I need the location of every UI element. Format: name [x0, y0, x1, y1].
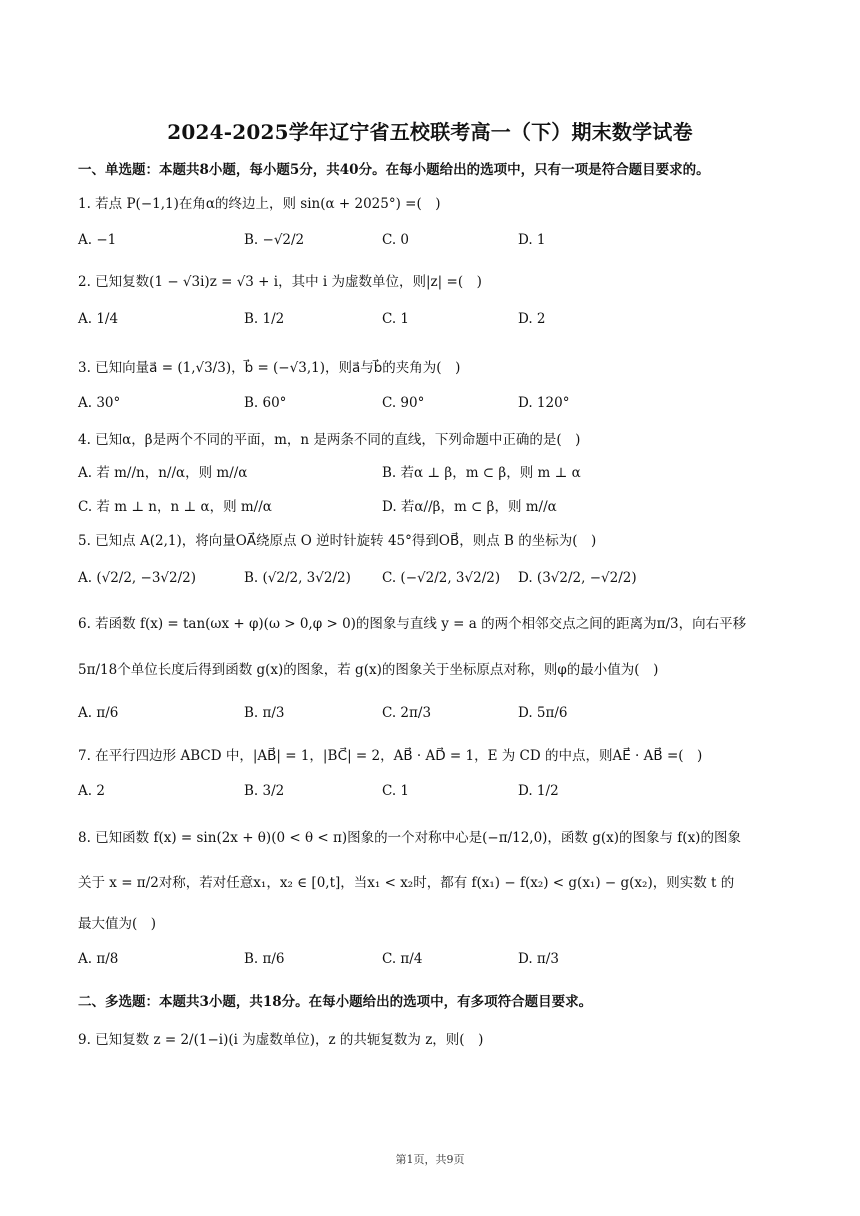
question-4-option-d: D. 若α//β，m ⊂ β，则 m//α	[382, 499, 557, 515]
question-4-option-b: B. 若α ⊥ β，m ⊂ β，则 m ⊥ α	[382, 465, 581, 481]
question-3-option-b: B. 60°	[244, 395, 287, 411]
question-1-option-b: B. −√2/2	[244, 232, 305, 248]
question-8-line-3: 最大值为( )	[78, 916, 157, 932]
question-4-option-a: A. 若 m//n，n//α，则 m//α	[78, 465, 248, 481]
question-8-option-d: D. π/3	[518, 951, 559, 967]
question-7-stem: 7. 在平行四边形 ABCD 中，|AB⃗| = 1，|BC⃗| = 2，AB⃗ · AD⃗ = 1，E 为 CD 的中点，则AE⃗ · AB⃗ =( )	[78, 748, 703, 764]
question-3-option-d: D. 120°	[518, 395, 570, 411]
question-8-line-2: 关于 x = π/2对称，若对任意x₁，x₂ ∈ [0,t]，当x₁ < x₂时，都有 f(x₁) − f(x₂) < g(x₁) − g(x₂)，则实数 t 的	[78, 875, 735, 891]
page-footer: 第1页，共9页	[395, 1153, 465, 1166]
question-4-option-c: C. 若 m ⊥ n，n ⊥ α，则 m//α	[78, 499, 272, 515]
section-heading-single-choice: 一、单选题：本题共8小题，每小题5分，共40分。在每小题给出的选项中，只有一项是符合题目要求的。	[78, 162, 710, 178]
question-6-option-a: A. π/6	[78, 705, 119, 721]
question-2-stem: 2. 已知复数(1 − √3i)z = √3 + i，其中 i 为虚数单位，则|z| =( )	[78, 274, 482, 290]
question-6-option-b: B. π/3	[244, 705, 285, 721]
question-8-option-a: A. π/8	[78, 951, 119, 967]
question-5-option-a: A. (√2/2, −3√2/2)	[78, 570, 197, 586]
question-5-option-d: D. (3√2/2, −√2/2)	[518, 570, 637, 586]
question-2-option-c: C. 1	[382, 311, 410, 327]
question-2-option-d: D. 2	[518, 311, 546, 327]
section-heading-multiple-choice: 二、多选题：本题共3小题，共18分。在每小题给出的选项中，有多项符合题目要求。	[78, 994, 593, 1010]
question-9-stem: 9. 已知复数 z = 2/(1−i)(i 为虚数单位)，z 的共轭复数为 z，则( )	[78, 1032, 484, 1048]
question-3-stem: 3. 已知向量a⃗ = (1,√3/3)，b⃗ = (−√3,1)，则a⃗与b⃗的夹角为( )	[78, 360, 461, 376]
question-6-option-d: D. 5π/6	[518, 705, 568, 721]
question-7-option-d: D. 1/2	[518, 783, 559, 799]
question-1-stem: 1. 若点 P(−1,1)在角α的终边上，则 sin(α + 2025°) =( )	[78, 196, 441, 212]
question-5-stem: 5. 已知点 A(2,1)，将向量OA⃗绕原点 O 逆时针旋转 45°得到OB⃗，则点 B 的坐标为( )	[78, 533, 597, 549]
question-1-option-a: A. −1	[78, 232, 117, 248]
question-6-option-c: C. 2π/3	[382, 705, 432, 721]
question-7-option-b: B. 3/2	[244, 783, 285, 799]
question-3-option-a: A. 30°	[78, 395, 121, 411]
question-7-option-c: C. 1	[382, 783, 410, 799]
question-2-option-b: B. 1/2	[244, 311, 285, 327]
question-2-option-a: A. 1/4	[78, 311, 119, 327]
page-title: 2024-2025学年辽宁省五校联考高一（下）期末数学试卷	[167, 120, 693, 144]
question-4-stem: 4. 已知α，β是两个不同的平面，m，n 是两条不同的直线，下列命题中正确的是( )	[78, 432, 581, 448]
question-5-option-c: C. (−√2/2, 3√2/2)	[382, 570, 501, 586]
question-6-line-1: 6. 若函数 f(x) = tan(ωx + φ)(ω > 0,φ > 0)的图象与直线 y = a 的两个相邻交点之间的距离为π/3，向右平移	[78, 616, 747, 632]
question-7-option-a: A. 2	[78, 783, 105, 799]
question-1-option-c: C. 0	[382, 232, 410, 248]
question-5-option-b: B. (√2/2, 3√2/2)	[244, 570, 351, 586]
question-3-option-c: C. 90°	[382, 395, 425, 411]
question-1-option-d: D. 1	[518, 232, 546, 248]
question-8-option-b: B. π/6	[244, 951, 285, 967]
question-6-line-2: 5π/18个单位长度后得到函数 g(x)的图象，若 g(x)的图象关于坐标原点对称，则φ的最小值为( )	[78, 662, 659, 678]
question-8-option-c: C. π/4	[382, 951, 423, 967]
question-8-line-1: 8. 已知函数 f(x) = sin(2x + θ)(0 < θ < π)图象的一个对称中心是(−π/12,0)，函数 g(x)的图象与 f(x)的图象	[78, 830, 741, 846]
